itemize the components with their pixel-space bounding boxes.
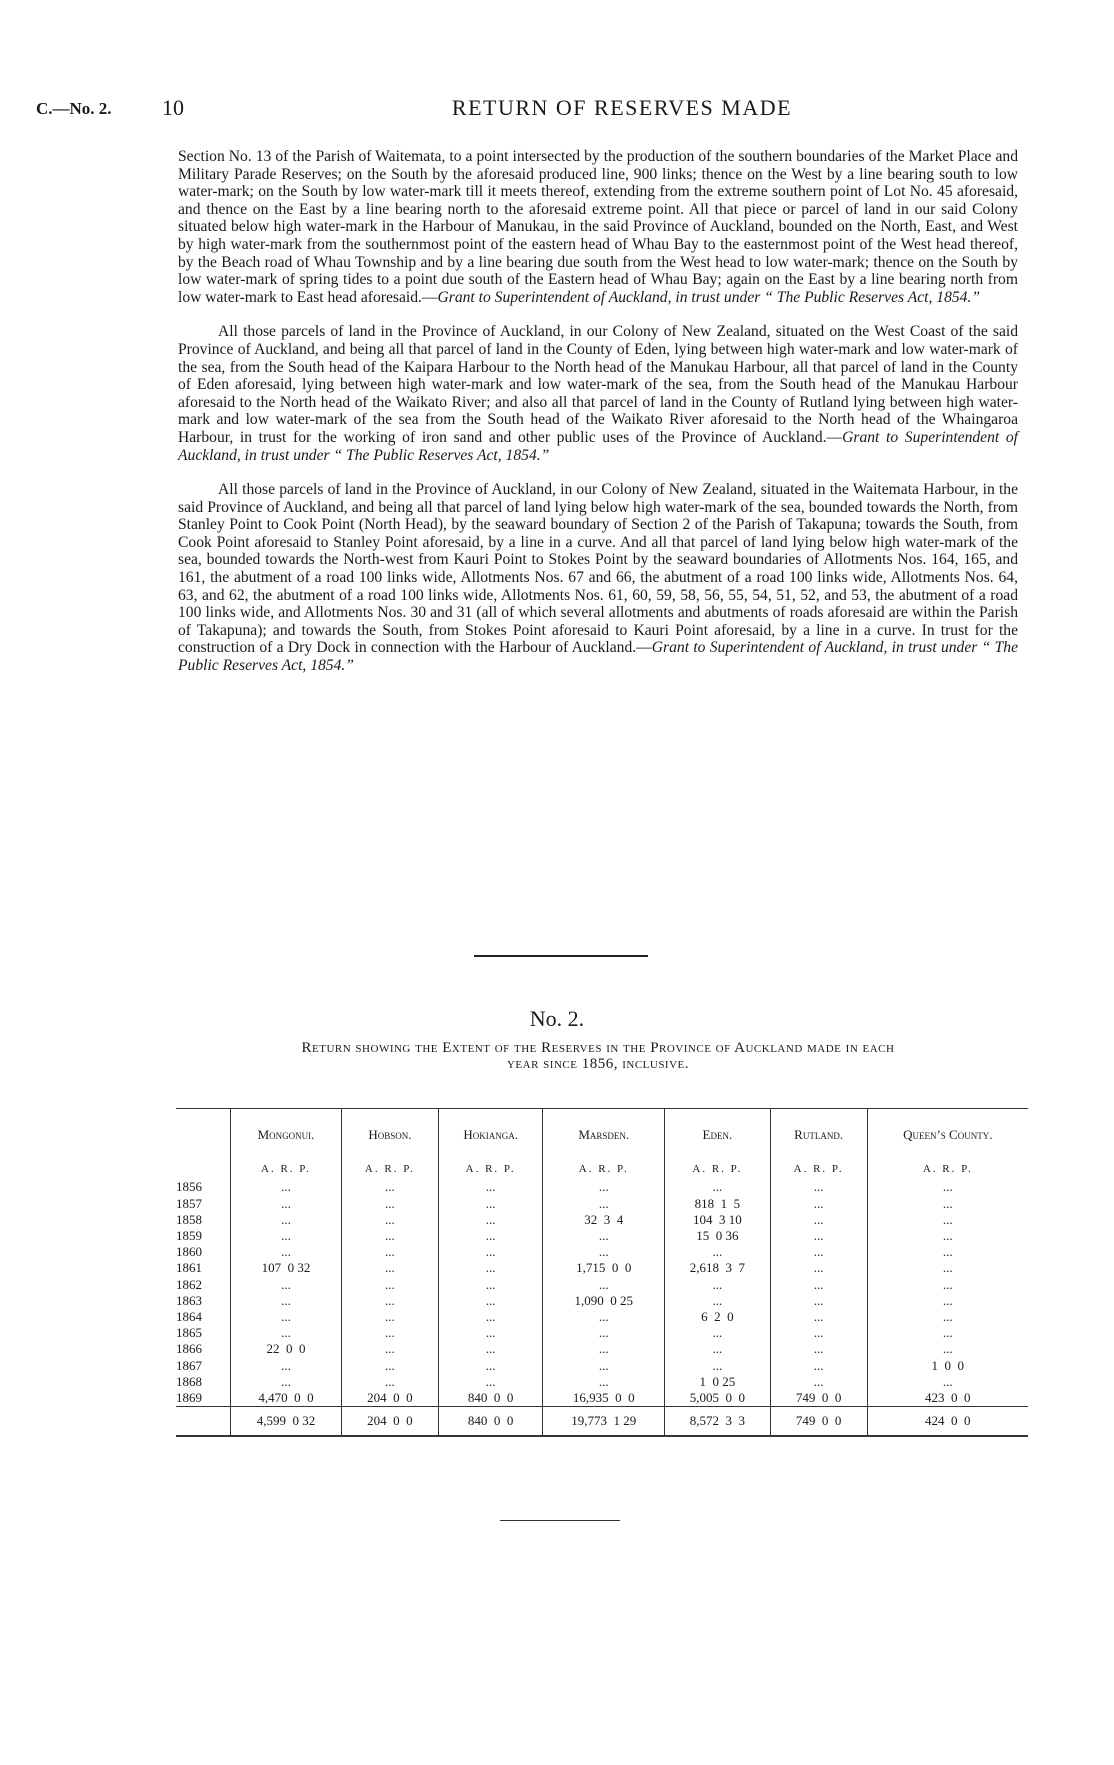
value-cell: ... <box>867 1212 1028 1228</box>
value-cell: ... <box>770 1212 867 1228</box>
paragraph-3-text: All those parcels of land in the Province of Auckland, in our Colony of New Zealand, situated in the Waitemata Harbour, in the said Province of Auckland, and being all that parcel of land lying below high water-mark of the sea, bounded towards the North, from Stanley Point to Cook Point (North Head), by the seaward boundary of Section 2 of the Parish of Takapuna; towards the South, from Cook Point aforesaid to Stanley Point aforesaid, by a line in a curve. And all that parcel of land lying below high water-mark of the sea, bounded towards the North-west from Kauri Point to Stokes Point by the seaward boundaries of Allotments Nos. 164, 165, and 161, the abutment of a road 100 links wide, Allotments Nos. 67 and 66, the abutment of a road 100 links wide, Allotments Nos. 64, 63, and 62, the abutment of a road 100 links wide, Allotments Nos. 61, 60, 59, 58, 56, 55, 54, 51, 52, and 53, the abutment of a road 100 links wide, and Allotments Nos. 30 and 31 (all of which several allotments and abutments of roads aforesaid are within the Parish of Takapuna); and towards the South, from Stokes Point aforesaid to Kauri Point aforesaid, by a line in a curve. In trust for the construction of a Dry Dock in connection with the Harbour of Auckland.— <box>178 481 1018 657</box>
year-cell: 1861 <box>176 1260 202 1276</box>
value-cell: ... <box>543 1228 665 1244</box>
paragraph-3-citation: Grant to Superintendent of Auckland, in trust under “ The Public Reserves Act, 1854.” <box>178 639 1018 675</box>
value-cell: 423 0 0 <box>867 1390 1028 1407</box>
footer-rule <box>500 1520 620 1521</box>
value-cell: ... <box>665 1293 771 1309</box>
value-cell: ... <box>231 1244 342 1260</box>
total-cell: 204 0 0 <box>341 1407 438 1437</box>
value-cell: ... <box>665 1358 771 1374</box>
unit-header-row <box>176 1153 1028 1179</box>
total-cell: 749 0 0 <box>770 1407 867 1437</box>
table-row <box>176 1309 1028 1325</box>
paragraph-2-text: All those parcels of land in the Province of Auckland, in our Colony of New Zealand, situated on the West Coast of the said Province of Auckland, and being all that parcel of land in the County of Eden, lying between high water-mark and low water-mark of the sea, from the South head of the Kaipara Harbour to the North head of the Manukau Harbour, all that parcel of land in the County of Eden aforesaid, lying between high water-mark and low water-mark of the sea, from the South head of the Manukau Harbour aforesaid to the North head of the Waikato River; and also all that parcel of land in the County of Rutland lying between high water-mark and low water-mark of the sea from the South head of the Waikato River aforesaid to the North head of the Whaingaroa Harbour, in trust for the working of iron sand and other public uses of the Province of Auckland.— <box>178 323 1018 446</box>
value-cell: 840 0 0 <box>438 1390 543 1407</box>
value-cell: ... <box>438 1277 543 1293</box>
value-cell: ... <box>770 1277 867 1293</box>
value-cell: ... <box>341 1228 438 1244</box>
value-cell: ... <box>231 1309 342 1325</box>
value-cell: ... <box>543 1374 665 1390</box>
table-row <box>176 1196 1028 1212</box>
total-cell: 4,599 0 32 <box>231 1407 342 1437</box>
value-cell: ... <box>770 1358 867 1374</box>
paragraph-3 <box>178 481 1018 675</box>
column-header: Rutland. <box>770 1109 867 1154</box>
total-cell: 424 0 0 <box>867 1407 1028 1437</box>
table-header-row <box>176 1109 1028 1154</box>
value-cell: 15 0 36 <box>665 1228 771 1244</box>
column-header: Queen’s County. <box>867 1109 1028 1154</box>
column-header: Hokianga. <box>438 1109 543 1154</box>
value-cell: ... <box>438 1358 543 1374</box>
value-cell: ... <box>867 1293 1028 1309</box>
value-cell: 107 0 32 <box>231 1260 342 1276</box>
year-cell: 1859 <box>176 1228 202 1244</box>
table-caption-line-1: Return showing the Extent of the Reserves in the Province of Auckland made in each <box>301 1040 895 1056</box>
value-cell: ... <box>543 1179 665 1195</box>
value-cell: 32 3 4 <box>543 1212 665 1228</box>
value-cell: ... <box>231 1293 342 1309</box>
value-cell: ... <box>231 1179 342 1195</box>
value-cell: 1,715 0 0 <box>543 1260 665 1276</box>
value-cell: ... <box>438 1293 543 1309</box>
value-cell: ... <box>341 1179 438 1195</box>
value-cell: ... <box>543 1325 665 1341</box>
total-cell: 8,572 3 3 <box>665 1407 771 1437</box>
totals-row <box>176 1407 1028 1437</box>
value-cell: ... <box>341 1309 438 1325</box>
page-header <box>36 95 1078 125</box>
table-row <box>176 1341 1028 1357</box>
year-cell: 1865 <box>176 1325 202 1341</box>
year-cell: 1858 <box>176 1211 202 1227</box>
year-cell: 1869 <box>176 1390 202 1406</box>
page-number: 10 <box>162 95 184 120</box>
value-cell: ... <box>341 1358 438 1374</box>
value-cell: ... <box>438 1325 543 1341</box>
value-cell: ... <box>438 1260 543 1276</box>
value-cell: ... <box>438 1341 543 1357</box>
paragraph-1-citation: Grant to Superintendent of Auckland, in trust under “ The Public Reserves Act, 1854.” <box>437 288 981 306</box>
value-cell: ... <box>231 1374 342 1390</box>
value-cell: ... <box>341 1325 438 1341</box>
value-cell: 5,005 0 0 <box>665 1390 771 1407</box>
value-cell: 22 0 0 <box>231 1341 342 1357</box>
value-cell: ... <box>341 1196 438 1212</box>
column-header: Hobson. <box>341 1109 438 1154</box>
column-header: Eden. <box>665 1109 771 1154</box>
value-cell: ... <box>438 1374 543 1390</box>
value-cell: ... <box>341 1212 438 1228</box>
value-cell: ... <box>543 1309 665 1325</box>
year-cell: 1866 <box>176 1341 202 1357</box>
table-row <box>176 1374 1028 1390</box>
value-cell: ... <box>543 1341 665 1357</box>
value-cell: ... <box>341 1277 438 1293</box>
value-cell: ... <box>438 1212 543 1228</box>
unit-header: A. R. P. <box>867 1153 1028 1179</box>
paragraph-2-citation: Grant to Superintendent of Auckland, in trust under “ The Public Reserves Act, 1854.” <box>178 428 1018 464</box>
unit-header: A. R. P. <box>231 1153 342 1179</box>
unit-header: A. R. P. <box>341 1153 438 1179</box>
value-cell: ... <box>770 1374 867 1390</box>
total-cell: 840 0 0 <box>438 1407 543 1437</box>
value-cell: 749 0 0 <box>770 1390 867 1407</box>
value-cell: 6 2 0 <box>665 1309 771 1325</box>
table-row <box>176 1228 1028 1244</box>
section-number: No. 2. <box>529 1006 585 1031</box>
value-cell: ... <box>231 1228 342 1244</box>
value-cell: ... <box>867 1277 1028 1293</box>
value-cell: ... <box>867 1179 1028 1195</box>
value-cell: ... <box>770 1260 867 1276</box>
value-cell: ... <box>770 1196 867 1212</box>
value-cell: 818 1 5 <box>665 1196 771 1212</box>
value-cell: ... <box>665 1244 771 1260</box>
value-cell: ... <box>438 1196 543 1212</box>
value-cell: ... <box>770 1228 867 1244</box>
value-cell: ... <box>770 1179 867 1195</box>
reserves-table <box>176 1108 1028 1437</box>
value-cell: 16,935 0 0 <box>543 1390 665 1407</box>
value-cell: ... <box>231 1358 342 1374</box>
table-row <box>176 1325 1028 1341</box>
unit-header: A. R. P. <box>770 1153 867 1179</box>
value-cell: ... <box>438 1179 543 1195</box>
table-row <box>176 1244 1028 1260</box>
value-cell: 2,618 3 7 <box>665 1260 771 1276</box>
value-cell: ... <box>770 1293 867 1309</box>
value-cell: ... <box>231 1196 342 1212</box>
value-cell: ... <box>867 1341 1028 1357</box>
value-cell: ... <box>341 1260 438 1276</box>
paragraph-1-text: Section No. 13 of the Parish of Waitemata, to a point intersected by the production of the southern boundaries of the Market Place and Military Parade Reserves; on the South by the aforesaid produced line, 900 links; thence on the West by a line bearing south to low water-mark; on the South by low water-mark till it meets thereof, extending from the extreme southern point of Lot No. 45 aforesaid, and thence on the East by a line bearing north to the aforesaid extreme point. All that piece or parcel of land in our said Colony situated below high water-mark in the Harbour of Manukau, in the said Province of Auckland, bounded on the North, East, and West by high water-mark from the southernmost point of the eastern head of Whau Bay to the easternmost point of the West head thereof, by the Beach road of Whau Township and by a line bearing due south from the West head to low water-mark; thence on the South by low water-mark of spring tides to a point due south of the Eastern head of Whau Bay; again on the East by a line bearing north from low water-mark to East head aforesaid.— <box>178 148 1018 306</box>
value-cell: ... <box>231 1212 342 1228</box>
value-cell: ... <box>543 1196 665 1212</box>
table-caption-line-2: year since 1856, inclusive. <box>506 1056 690 1072</box>
year-cell: 1864 <box>176 1309 202 1325</box>
value-cell: ... <box>867 1374 1028 1390</box>
value-cell: ... <box>543 1358 665 1374</box>
value-cell: 1 0 25 <box>665 1374 771 1390</box>
value-cell: ... <box>231 1277 342 1293</box>
table-row <box>176 1293 1028 1309</box>
year-cell: 1868 <box>176 1373 202 1389</box>
year-cell: 1860 <box>176 1244 202 1260</box>
paragraph-1 <box>178 148 1018 306</box>
table-row <box>176 1212 1028 1228</box>
value-cell: ... <box>665 1341 771 1357</box>
value-cell: ... <box>341 1244 438 1260</box>
table-row <box>176 1277 1028 1293</box>
value-cell: ... <box>770 1325 867 1341</box>
value-cell: ... <box>867 1260 1028 1276</box>
year-cell: 1856 <box>176 1179 202 1195</box>
value-cell: ... <box>665 1277 771 1293</box>
table-row <box>176 1390 1028 1407</box>
value-cell: 104 3 10 <box>665 1212 771 1228</box>
value-cell: ... <box>867 1228 1028 1244</box>
value-cell: ... <box>770 1244 867 1260</box>
value-cell: ... <box>341 1293 438 1309</box>
unit-header: A. R. P. <box>543 1153 665 1179</box>
value-cell: 4,470 0 0 <box>231 1390 342 1407</box>
value-cell: ... <box>867 1244 1028 1260</box>
value-cell: 204 0 0 <box>341 1390 438 1407</box>
table-row <box>176 1179 1028 1195</box>
value-cell: ... <box>341 1341 438 1357</box>
year-cell: 1867 <box>176 1357 202 1373</box>
paragraph-2 <box>178 323 1018 464</box>
table-caption <box>168 1040 1028 1072</box>
unit-header: A. R. P. <box>665 1153 771 1179</box>
value-cell: ... <box>665 1325 771 1341</box>
year-cell: 1862 <box>176 1276 202 1292</box>
year-header <box>176 1109 231 1154</box>
value-cell: ... <box>665 1179 771 1195</box>
value-cell: ... <box>438 1309 543 1325</box>
document-code: C.—No. 2. <box>36 99 112 118</box>
value-cell: ... <box>867 1309 1028 1325</box>
value-cell: ... <box>770 1341 867 1357</box>
section-divider <box>474 955 648 957</box>
page-title: RETURN OF RESERVES MADE <box>451 95 793 120</box>
value-cell: ... <box>543 1244 665 1260</box>
table-row <box>176 1260 1028 1276</box>
unit-header: A. R. P. <box>438 1153 543 1179</box>
value-cell: ... <box>341 1374 438 1390</box>
table-row <box>176 1358 1028 1374</box>
value-cell: ... <box>438 1228 543 1244</box>
body-text <box>178 148 1018 692</box>
value-cell: ... <box>543 1277 665 1293</box>
value-cell: 1,090 0 25 <box>543 1293 665 1309</box>
year-cell: 1863 <box>176 1292 202 1308</box>
value-cell: ... <box>770 1309 867 1325</box>
column-header: Marsden. <box>543 1109 665 1154</box>
value-cell: ... <box>231 1325 342 1341</box>
year-cell: 1857 <box>176 1195 202 1211</box>
value-cell: ... <box>438 1244 543 1260</box>
column-header: Mongonui. <box>231 1109 342 1154</box>
value-cell: 1 0 0 <box>867 1358 1028 1374</box>
value-cell: ... <box>867 1325 1028 1341</box>
total-cell: 19,773 1 29 <box>543 1407 665 1437</box>
value-cell: ... <box>867 1196 1028 1212</box>
